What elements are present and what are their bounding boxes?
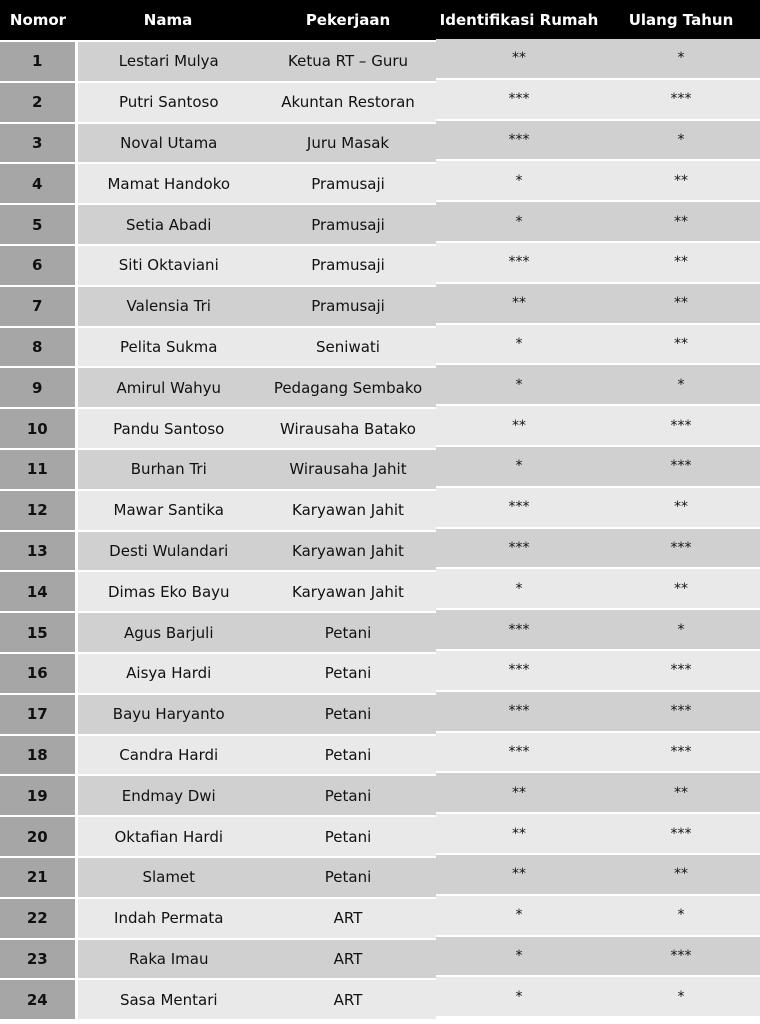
pekerjaan-cell: Petani xyxy=(260,857,436,898)
header-ulang-tahun: Ulang Tahun xyxy=(602,0,760,41)
pekerjaan-cell: Petani xyxy=(260,694,436,735)
table-row xyxy=(0,816,760,857)
table-row xyxy=(0,408,760,449)
identifikasi-rumah-cell: * xyxy=(436,895,602,936)
table-row xyxy=(0,653,760,694)
nomor-cell: 7 xyxy=(0,286,76,327)
table-row xyxy=(0,490,760,531)
ulang-tahun-cell: ** xyxy=(602,324,760,365)
pekerjaan-cell: Akuntan Restoran xyxy=(260,82,436,123)
pekerjaan-cell: ART xyxy=(260,939,436,980)
nomor-cell: 23 xyxy=(0,939,76,980)
identifikasi-rumah-cell: ** xyxy=(436,283,602,324)
nomor-cell: 17 xyxy=(0,694,76,735)
nomor-cell: 6 xyxy=(0,245,76,286)
ulang-tahun-cell: *** xyxy=(602,813,760,854)
identifikasi-rumah-cell: ** xyxy=(436,38,602,79)
ulang-tahun-cell: ** xyxy=(602,772,760,813)
pekerjaan-cell: ART xyxy=(260,898,436,939)
table-row xyxy=(0,367,760,408)
nomor-cell: 22 xyxy=(0,898,76,939)
ulang-tahun-cell: * xyxy=(602,120,760,161)
ulang-tahun-cell: ** xyxy=(602,283,760,324)
nama-cell: Bayu Haryanto xyxy=(76,694,260,735)
identifikasi-rumah-cell: * xyxy=(436,364,602,405)
nama-cell: Agus Barjuli xyxy=(76,612,260,653)
header-identifikasi-rumah: Identifikasi Rumah xyxy=(436,0,602,41)
identifikasi-rumah-cell: *** xyxy=(436,691,602,732)
table-row xyxy=(0,898,760,939)
ulang-tahun-cell: *** xyxy=(602,528,760,569)
ulang-tahun-cell: *** xyxy=(602,691,760,732)
identifikasi-rumah-cell: * xyxy=(436,568,602,609)
pekerjaan-cell: Petani xyxy=(260,775,436,816)
nomor-cell: 16 xyxy=(0,653,76,694)
table-row xyxy=(0,694,760,735)
nama-cell: Oktafian Hardi xyxy=(76,816,260,857)
ulang-tahun-cell: *** xyxy=(602,936,760,977)
nomor-cell: 24 xyxy=(0,979,76,1020)
identifikasi-rumah-cell: * xyxy=(436,446,602,487)
ulang-tahun-cell: *** xyxy=(602,650,760,691)
ulang-tahun-cell: ** xyxy=(602,201,760,242)
table-row xyxy=(0,204,760,245)
ulang-tahun-cell: *** xyxy=(602,405,760,446)
nomor-cell: 14 xyxy=(0,571,76,612)
table-row xyxy=(0,163,760,204)
pekerjaan-cell: Pedagang Sembako xyxy=(260,367,436,408)
pekerjaan-cell: Pramusaji xyxy=(260,163,436,204)
pekerjaan-cell: Pramusaji xyxy=(260,204,436,245)
nama-cell: Endmay Dwi xyxy=(76,775,260,816)
ulang-tahun-cell: ** xyxy=(602,487,760,528)
pekerjaan-cell: Petani xyxy=(260,816,436,857)
nomor-cell: 18 xyxy=(0,735,76,776)
table-row xyxy=(0,449,760,490)
pekerjaan-cell: Pramusaji xyxy=(260,286,436,327)
identifikasi-rumah-cell: *** xyxy=(436,528,602,569)
nama-cell: Lestari Mulya xyxy=(76,41,260,82)
nomor-cell: 9 xyxy=(0,367,76,408)
pekerjaan-cell: Petani xyxy=(260,735,436,776)
nama-cell: Slamet xyxy=(76,857,260,898)
nomor-cell: 11 xyxy=(0,449,76,490)
ulang-tahun-cell: * xyxy=(602,364,760,405)
nama-cell: Dimas Eko Bayu xyxy=(76,571,260,612)
nama-cell: Valensia Tri xyxy=(76,286,260,327)
ulang-tahun-cell: *** xyxy=(602,732,760,773)
identifikasi-rumah-cell: * xyxy=(436,936,602,977)
nama-cell: Aisya Hardi xyxy=(76,653,260,694)
ulang-tahun-cell: ** xyxy=(602,160,760,201)
identifikasi-rumah-cell: *** xyxy=(436,487,602,528)
nama-cell: Indah Permata xyxy=(76,898,260,939)
identifikasi-rumah-cell: * xyxy=(436,324,602,365)
identifikasi-rumah-cell: *** xyxy=(436,120,602,161)
table-row xyxy=(0,82,760,123)
nama-cell: Candra Hardi xyxy=(76,735,260,776)
nama-cell: Noval Utama xyxy=(76,123,260,164)
pekerjaan-cell: Karyawan Jahit xyxy=(260,531,436,572)
nomor-cell: 15 xyxy=(0,612,76,653)
nomor-cell: 4 xyxy=(0,163,76,204)
pekerjaan-cell: ART xyxy=(260,979,436,1020)
nama-cell: Pandu Santoso xyxy=(76,408,260,449)
nama-cell: Putri Santoso xyxy=(76,82,260,123)
table-body xyxy=(0,41,760,1020)
pekerjaan-cell: Juru Masak xyxy=(260,123,436,164)
pekerjaan-cell: Wirausaha Batako xyxy=(260,408,436,449)
pekerjaan-cell: Wirausaha Jahit xyxy=(260,449,436,490)
table-row xyxy=(0,286,760,327)
nomor-cell: 3 xyxy=(0,123,76,164)
ulang-tahun-cell: * xyxy=(602,895,760,936)
ulang-tahun-cell: ** xyxy=(602,854,760,895)
ulang-tahun-cell: * xyxy=(602,609,760,650)
table-row xyxy=(0,612,760,653)
ulang-tahun-cell: *** xyxy=(602,446,760,487)
nomor-cell: 21 xyxy=(0,857,76,898)
nama-cell: Mamat Handoko xyxy=(76,163,260,204)
pekerjaan-cell: Karyawan Jahit xyxy=(260,571,436,612)
nomor-cell: 5 xyxy=(0,204,76,245)
nama-cell: Raka Imau xyxy=(76,939,260,980)
identifikasi-rumah-cell: *** xyxy=(436,242,602,283)
ulang-tahun-cell: * xyxy=(602,38,760,79)
nama-cell: Desti Wulandari xyxy=(76,531,260,572)
table-row xyxy=(0,857,760,898)
table-row xyxy=(0,531,760,572)
pekerjaan-cell: Ketua RT – Guru xyxy=(260,41,436,82)
pekerjaan-cell: Petani xyxy=(260,612,436,653)
identifikasi-rumah-cell: ** xyxy=(436,772,602,813)
ulang-tahun-cell: * xyxy=(602,976,760,1017)
table-row xyxy=(0,41,760,82)
table-row xyxy=(0,571,760,612)
table-row xyxy=(0,735,760,776)
header-pekerjaan: Pekerjaan xyxy=(260,0,436,41)
identifikasi-rumah-cell: *** xyxy=(436,650,602,691)
ulang-tahun-cell: ** xyxy=(602,568,760,609)
nama-cell: Burhan Tri xyxy=(76,449,260,490)
pekerjaan-cell: Pramusaji xyxy=(260,245,436,286)
identifikasi-rumah-cell: ** xyxy=(436,854,602,895)
nama-cell: Mawar Santika xyxy=(76,490,260,531)
identifikasi-rumah-cell: * xyxy=(436,160,602,201)
table-row xyxy=(0,327,760,368)
pekerjaan-cell: Petani xyxy=(260,653,436,694)
table-row xyxy=(0,245,760,286)
nomor-cell: 1 xyxy=(0,41,76,82)
table-row xyxy=(0,939,760,980)
ulang-tahun-cell: *** xyxy=(602,79,760,120)
header-nomor: Nomor xyxy=(0,0,76,41)
ulang-tahun-cell: ** xyxy=(602,242,760,283)
header-nama: Nama xyxy=(76,0,260,41)
identifikasi-rumah-cell: * xyxy=(436,201,602,242)
nama-cell: Pelita Sukma xyxy=(76,327,260,368)
header-row xyxy=(0,0,760,41)
pekerjaan-cell: Seniwati xyxy=(260,327,436,368)
nama-cell: Siti Oktaviani xyxy=(76,245,260,286)
identifikasi-rumah-cell: * xyxy=(436,976,602,1017)
identifikasi-rumah-cell: ** xyxy=(436,405,602,446)
table-row xyxy=(0,775,760,816)
table-row xyxy=(0,979,760,1020)
nomor-cell: 19 xyxy=(0,775,76,816)
identifikasi-rumah-cell: *** xyxy=(436,732,602,773)
pekerjaan-cell: Karyawan Jahit xyxy=(260,490,436,531)
identifikasi-rumah-cell: ** xyxy=(436,813,602,854)
nomor-cell: 12 xyxy=(0,490,76,531)
nama-cell: Setia Abadi xyxy=(76,204,260,245)
table-row xyxy=(0,123,760,164)
nomor-cell: 8 xyxy=(0,327,76,368)
nomor-cell: 10 xyxy=(0,408,76,449)
identifikasi-rumah-cell: *** xyxy=(436,79,602,120)
nomor-cell: 13 xyxy=(0,531,76,572)
nomor-cell: 20 xyxy=(0,816,76,857)
table-header xyxy=(0,0,760,41)
nomor-cell: 2 xyxy=(0,82,76,123)
nama-cell: Amirul Wahyu xyxy=(76,367,260,408)
identifikasi-rumah-cell: *** xyxy=(436,609,602,650)
nama-cell: Sasa Mentari xyxy=(76,979,260,1020)
